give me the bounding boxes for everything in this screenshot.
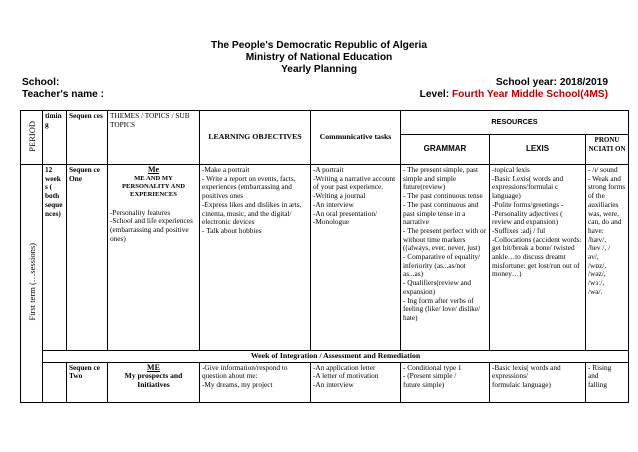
theme-topic: -Personality features: [110, 207, 171, 217]
document-title: Yearly Planning: [281, 64, 357, 75]
grammar-item: future simple): [403, 380, 445, 390]
pronunciation-item: and: [588, 371, 599, 381]
table-header-row: [21, 111, 629, 135]
theme-title: Me: [147, 165, 160, 174]
pronunciation-item: /wɜː/,: [588, 278, 605, 288]
pronunciation-item: /wə/.: [588, 286, 603, 296]
grammar-header: GRAMMAR: [401, 135, 490, 165]
grammar-item: - Conditional type 1: [403, 362, 462, 372]
school-year: School year: 2018/2019: [495, 77, 608, 88]
task-item: -An interview: [313, 380, 354, 390]
objectives-cell: [200, 165, 311, 351]
lexis-item: -Suffixes :adj / ful: [492, 225, 546, 235]
tasks-header: Communicative tasks: [311, 111, 401, 165]
pronunciation-item: - /ɪ/ sound: [588, 165, 618, 174]
objective-item: -Give information/respond to question about me:: [202, 362, 288, 381]
objective-item: -Express likes and dislikes in arts, cinema, music, and the digital/ electronic devices: [202, 199, 302, 227]
objective-item: - Talk about hobbies: [202, 225, 262, 235]
theme-cell: [108, 165, 200, 351]
grammar-cell: [401, 165, 490, 351]
task-item: -An interview: [313, 199, 354, 209]
pronunciation-cell: [586, 165, 629, 351]
grammar-item: - The past continuous tense: [403, 191, 483, 201]
yearly-planning-table: [20, 110, 629, 403]
sequences-header: Sequen ces: [67, 111, 108, 165]
ministry-title-line-2: Ministry of National Education: [245, 52, 393, 63]
timing-cell: [43, 362, 67, 402]
period-cell: First term (…sessions): [21, 165, 43, 403]
task-item: -Writing a journal: [313, 191, 366, 201]
level-label: Level:: [419, 89, 452, 100]
lexis-header: LEXIS: [490, 135, 586, 165]
task-item: -An application letter: [313, 362, 376, 372]
grammar-cell: [401, 362, 490, 402]
sequence-cell: Sequen ce Two: [67, 362, 108, 402]
teacher-name-label: Teacher's name :: [22, 89, 105, 100]
grammar-item: - Ing form after verbs of feeling (like/ love/ dislike/ hate): [403, 295, 481, 322]
period-header: PERIOD: [21, 111, 43, 165]
tasks-cell: [311, 362, 401, 402]
lexis-item: formulaic language): [492, 380, 551, 390]
lexis-item: -Basic Lexis( words and expressions/formulai c language): [492, 173, 564, 201]
theme-subtitle: ME AND MY PERSONALITY AND EXPERIENCES: [122, 174, 185, 198]
grammar-item: - The present perfect with or without time markers ((always, ever, never, just): [403, 225, 487, 253]
ministry-title-line-1: The People's Democratic Republic of Algeria: [210, 40, 428, 51]
pronunciation-item: - Rising: [588, 362, 612, 372]
task-item: -A portrait: [313, 165, 344, 174]
resources-header: RESOURCES: [401, 111, 629, 135]
lexis-item: -Polite forms/greetings -: [492, 199, 564, 209]
lexis-cell: [490, 165, 586, 351]
task-item: -Monologue: [313, 217, 350, 227]
objective-item: -Make a portrait: [202, 165, 250, 174]
themes-header: THEMES / TOPICS / SUB TOPICS: [108, 111, 200, 165]
grammar-item: - The present simple, past simple and simple future(review): [403, 165, 479, 192]
lexis-item: -Personality adjectives ( review and expansion): [492, 208, 563, 227]
pronunciation-header: PRONU NCIATI ON: [586, 135, 629, 165]
timing-header: timin g: [43, 111, 67, 165]
lexis-item: -Collocations (accident words: get hit/break a bone/ twisted ankle…to discuss dreamt misfortune: get lost/run out of money…): [492, 234, 582, 279]
task-item: -Writing a narrative account of your past experience.: [313, 173, 396, 192]
pronunciation-cell: [586, 362, 629, 402]
level-value: Fourth Year Middle School(4MS): [451, 89, 608, 100]
school-label: School:: [22, 77, 60, 88]
task-item: -A letter of motivation: [313, 371, 379, 381]
timing-cell: 12 week s ( both seque nces): [43, 165, 67, 351]
pronunciation-item: /wəz/,: [588, 269, 606, 279]
pronunciation-item: /hæv/,: [588, 234, 607, 244]
grammar-item: - Comparative of equality/ inferiority (as...as/not as...as): [403, 252, 481, 279]
pronunciation-item: - Weak and strong forms of the auxiliaries was, were, can, do and have:: [588, 173, 626, 235]
objectives-cell: [200, 362, 311, 402]
objectives-header: LEARNING OBJECTIVES: [200, 111, 311, 165]
sequence-cell: Sequen ce One: [67, 165, 108, 351]
objective-item: - Write a report on events, facts, experiences (embarrassing and positives ones: [202, 173, 296, 201]
task-item: -An oral presentation/: [313, 208, 378, 218]
pronunciation-item: /wɒz/,: [588, 260, 607, 270]
table-row: [21, 362, 629, 402]
tasks-cell: [311, 165, 401, 351]
level-info: [420, 89, 608, 101]
integration-row: [21, 351, 629, 363]
pronunciation-item: /hev /, /: [588, 243, 611, 253]
grammar-item: - Qualifiers(review and expansion): [403, 278, 472, 296]
grammar-item: - The past continuous and past simple tense in a narrative: [403, 199, 479, 227]
theme-cell: [108, 362, 200, 402]
lexis-item: -Basic lexis( words and expressions/: [492, 362, 561, 381]
integration-label: Week of Integration / Assessment and Remediation: [43, 351, 629, 363]
pronunciation-item: əv/,: [588, 252, 599, 262]
pronunciation-item: falling: [588, 380, 608, 390]
grammar-item: - (Present simple /: [403, 371, 457, 381]
table-row: [21, 165, 629, 351]
theme-topic: -School and life experiences (embarrassing and positive ones): [110, 216, 193, 243]
lexis-cell: [490, 362, 586, 402]
lexis-item: -topical lexis: [492, 165, 530, 174]
objective-item: -My dreams, my project: [202, 380, 273, 390]
theme-title: ME: [147, 362, 160, 372]
theme-subtitle: My prospects and Initiatives: [124, 371, 183, 390]
